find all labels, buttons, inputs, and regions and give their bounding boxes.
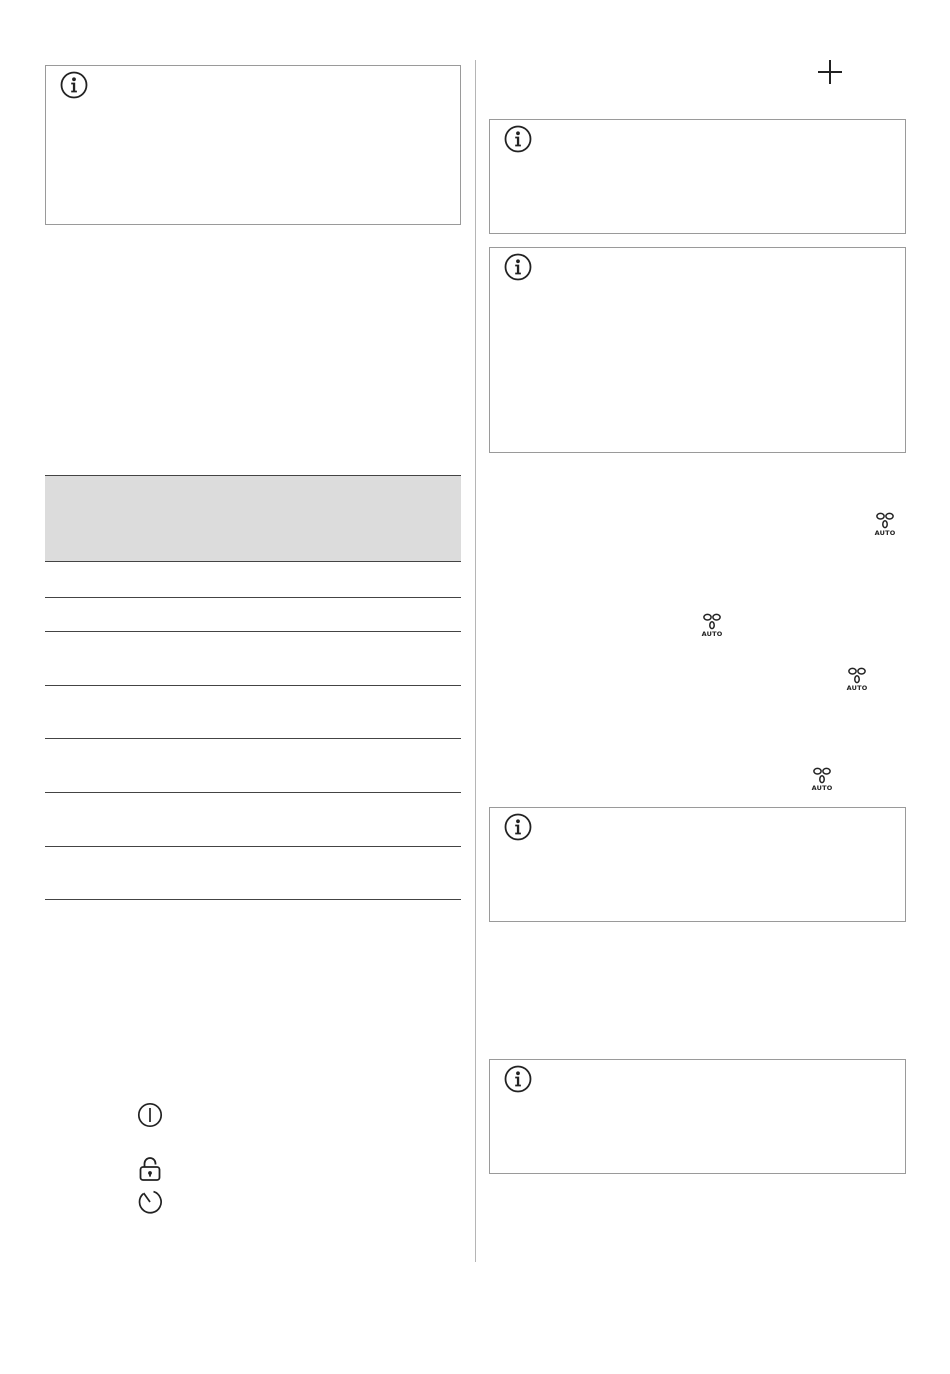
fan-auto-icon xyxy=(811,767,833,793)
auto-label: AUTO xyxy=(701,630,723,638)
info-box xyxy=(489,1059,906,1174)
table-header xyxy=(45,475,461,562)
table-row-divider xyxy=(45,597,461,598)
table-row-divider xyxy=(45,685,461,686)
fan-auto-icon xyxy=(846,667,868,693)
fan-icon xyxy=(701,613,723,630)
info-icon xyxy=(60,71,88,99)
lock-icon xyxy=(138,1156,162,1182)
info-icon xyxy=(504,1065,532,1093)
fan-auto-icon xyxy=(701,613,723,639)
auto-label: AUTO xyxy=(846,684,868,692)
table-row-divider xyxy=(45,899,461,900)
table-row-divider xyxy=(45,792,461,793)
info-box xyxy=(489,119,906,234)
timer-icon xyxy=(137,1188,163,1215)
info-box xyxy=(45,65,461,225)
info-box xyxy=(489,807,906,922)
plus-icon xyxy=(816,58,844,86)
fan-icon xyxy=(874,512,896,529)
fan-auto-icon xyxy=(874,512,896,538)
info-box xyxy=(489,247,906,453)
info-icon xyxy=(504,253,532,281)
fan-icon xyxy=(811,767,833,784)
column-divider xyxy=(475,60,476,1262)
auto-label: AUTO xyxy=(811,784,833,792)
table-row-divider xyxy=(45,738,461,739)
fan-icon xyxy=(846,667,868,684)
power-icon xyxy=(137,1102,163,1128)
table-row-divider xyxy=(45,631,461,632)
info-icon xyxy=(504,813,532,841)
table-row-divider xyxy=(45,846,461,847)
auto-label: AUTO xyxy=(874,529,896,537)
info-icon xyxy=(504,125,532,153)
